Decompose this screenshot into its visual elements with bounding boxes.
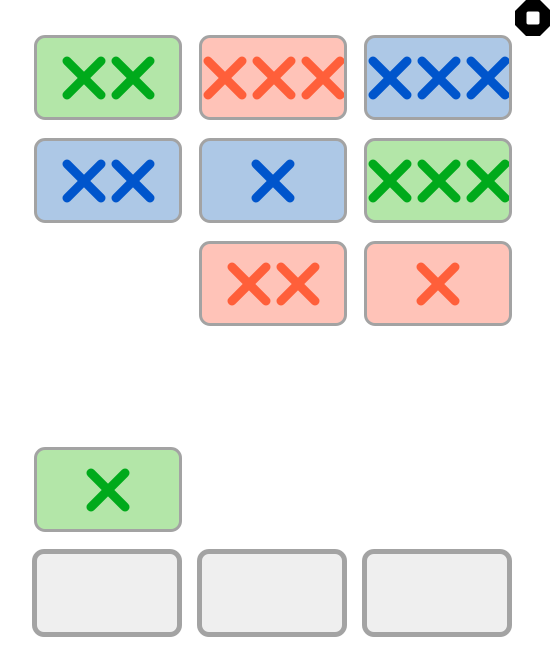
card-symbols <box>61 158 156 204</box>
card-symbols <box>61 55 156 101</box>
board-card[interactable] <box>364 241 512 326</box>
x-icon <box>422 164 456 198</box>
stop-button[interactable] <box>515 0 550 36</box>
board-card[interactable] <box>199 138 347 223</box>
card-symbols <box>367 55 509 101</box>
x-icon <box>257 61 291 95</box>
card-symbols <box>202 55 344 101</box>
card-symbols <box>415 261 461 307</box>
empty-slot[interactable] <box>197 549 347 637</box>
empty-slot[interactable] <box>362 549 512 637</box>
board-card[interactable] <box>34 138 182 223</box>
board-card[interactable] <box>199 241 347 326</box>
stop-icon <box>515 0 550 36</box>
x-icon <box>256 164 290 198</box>
hand-card[interactable] <box>34 447 182 532</box>
card-symbols <box>85 467 131 513</box>
x-icon <box>116 164 150 198</box>
x-icon <box>91 473 125 507</box>
x-icon <box>421 267 455 301</box>
x-icon <box>373 61 407 95</box>
board-card[interactable] <box>199 35 347 120</box>
x-icon <box>471 164 505 198</box>
x-icon <box>67 61 101 95</box>
x-icon <box>373 164 407 198</box>
x-icon <box>281 267 315 301</box>
board-card[interactable] <box>364 35 512 120</box>
x-icon <box>208 61 242 95</box>
card-symbols <box>250 158 296 204</box>
card-symbols <box>367 158 509 204</box>
x-icon <box>232 267 266 301</box>
card-symbols <box>226 261 321 307</box>
x-icon <box>306 61 340 95</box>
board-card[interactable] <box>34 35 182 120</box>
x-icon <box>471 61 505 95</box>
board-card[interactable] <box>364 138 512 223</box>
x-icon <box>67 164 101 198</box>
x-icon <box>116 61 150 95</box>
empty-slot[interactable] <box>32 549 182 637</box>
x-icon <box>422 61 456 95</box>
